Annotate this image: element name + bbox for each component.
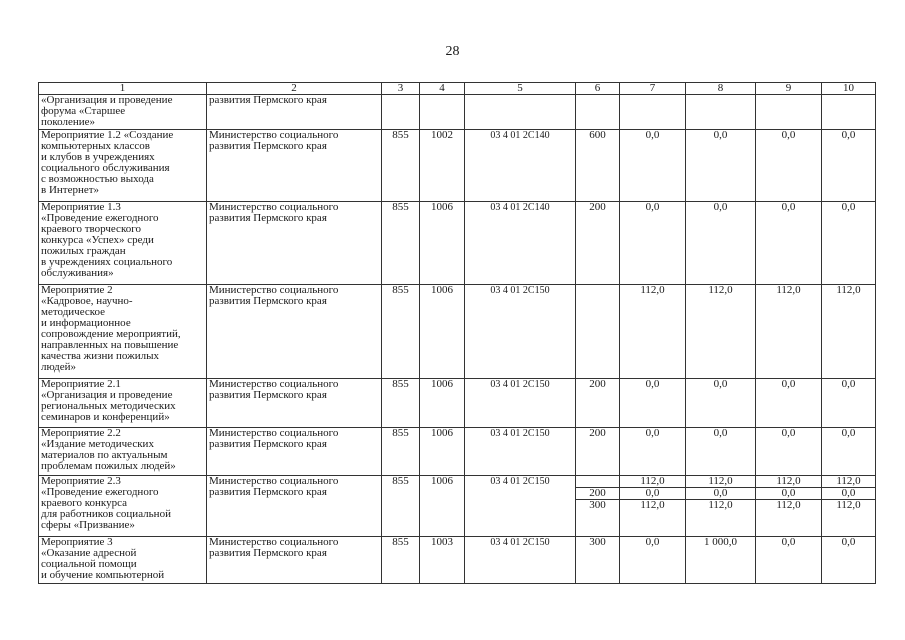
table-row — [39, 130, 876, 202]
sub-value: 112,0 — [822, 476, 875, 488]
amount-cell: 0,0 — [822, 202, 876, 285]
code-grbs-cell: 855 — [382, 202, 420, 285]
code-grbs-cell: 855 — [382, 476, 420, 537]
header-cell: 10 — [822, 83, 876, 95]
responsible-cell: Министерство социального развития Пермского края — [207, 537, 382, 584]
code-section-cell: 1006 — [420, 476, 465, 537]
header-cell: 1 — [39, 83, 207, 95]
amount-cell: 0,0 — [686, 130, 756, 202]
code-target-cell: 03 4 01 2С140 — [465, 202, 576, 285]
code-grbs-cell: 855 — [382, 428, 420, 476]
code-target-cell: 03 4 01 2С150 — [465, 476, 576, 537]
sub-value: 112,0 — [836, 499, 861, 511]
table-row — [39, 476, 876, 537]
header-cell: 6 — [576, 83, 620, 95]
activity-name-cell: Мероприятие 2 «Кадровое, научно- методическое и информационное сопровождение мероприятий, направленных на повышение качества жизни пожилых людей» — [39, 285, 207, 379]
sub-value: 112,0 — [708, 499, 733, 511]
amount-cell: 112,0 — [756, 285, 822, 379]
code-section-cell — [420, 95, 465, 130]
amount-cell — [822, 476, 876, 537]
responsible-cell: Министерство социального развития Пермского края — [207, 130, 382, 202]
activity-name-cell: Мероприятие 1.2 «Создание компьютерных классов и клубов в учреждениях социального обслуживания с возможностью выхода в Интернет» — [39, 130, 207, 202]
responsible-cell: Министерство социального развития Пермского края — [207, 428, 382, 476]
code-grbs-cell — [382, 95, 420, 130]
amount-cell: 0,0 — [620, 130, 686, 202]
code-target-cell: 03 4 01 2С150 — [465, 428, 576, 476]
activity-name-cell: Мероприятие 3 «Оказание адресной социальной помощи и обучение компьютерной — [39, 537, 207, 584]
amount-cell — [686, 476, 756, 537]
header-cell: 9 — [756, 83, 822, 95]
table-row — [39, 95, 876, 130]
sub-value: 112,0 — [756, 476, 821, 488]
budget-table — [38, 82, 876, 584]
header-cell: 5 — [465, 83, 576, 95]
code-grbs-cell: 855 — [382, 537, 420, 584]
sub-value: 0,0 — [756, 488, 821, 500]
amount-cell — [620, 95, 686, 130]
activity-name-cell: Мероприятие 1.3 «Проведение ежегодного краевого творческого конкурса «Успех» среди пожилых граждан в учреждениях социального обслуживания» — [39, 202, 207, 285]
header-cell: 4 — [420, 83, 465, 95]
amount-cell: 112,0 — [686, 285, 756, 379]
code-type-cell — [576, 285, 620, 379]
responsible-cell: Министерство социального развития Пермского края — [207, 476, 382, 537]
amount-cell — [756, 476, 822, 537]
header-cell: 3 — [382, 83, 420, 95]
activity-name-cell: Мероприятие 2.1 «Организация и проведение региональных методических семинаров и конференций» — [39, 379, 207, 428]
sub-value: 112,0 — [686, 476, 755, 488]
amount-cell: 0,0 — [756, 428, 822, 476]
code-type-cell — [576, 476, 620, 537]
sub-value: 112,0 — [776, 499, 801, 511]
code-section-cell: 1002 — [420, 130, 465, 202]
activity-name-cell: Мероприятие 2.3 «Проведение ежегодного краевого конкурса для работников социальной сферы «Призвание» — [39, 476, 207, 537]
amount-cell: 0,0 — [822, 428, 876, 476]
sub-value: 0,0 — [620, 488, 685, 500]
amount-cell: 0,0 — [686, 428, 756, 476]
sub-value: 200 — [576, 488, 619, 500]
code-type-cell: 300 — [576, 537, 620, 584]
sub-value: 300 — [589, 499, 606, 511]
sub-value: 0,0 — [822, 488, 875, 500]
code-section-cell: 1006 — [420, 428, 465, 476]
amount-cell: 0,0 — [620, 202, 686, 285]
code-section-cell: 1006 — [420, 285, 465, 379]
table-row — [39, 428, 876, 476]
code-target-cell: 03 4 01 2С150 — [465, 285, 576, 379]
sub-value: 0,0 — [686, 488, 755, 500]
code-target-cell: 03 4 01 2С150 — [465, 379, 576, 428]
amount-cell — [620, 476, 686, 537]
table-row — [39, 379, 876, 428]
responsible-cell: Министерство социального развития Пермского края — [207, 202, 382, 285]
code-section-cell: 1006 — [420, 379, 465, 428]
code-type-cell: 200 — [576, 428, 620, 476]
amount-cell: 0,0 — [620, 537, 686, 584]
amount-cell: 0,0 — [620, 379, 686, 428]
sub-value: 112,0 — [620, 476, 685, 488]
code-type-cell — [576, 95, 620, 130]
code-target-cell: 03 4 01 2С150 — [465, 537, 576, 584]
header-cell: 7 — [620, 83, 686, 95]
responsible-cell: Министерство социального развития Пермского края — [207, 379, 382, 428]
amount-cell: 0,0 — [822, 130, 876, 202]
code-target-cell: 03 4 01 2С140 — [465, 130, 576, 202]
amount-cell: 112,0 — [620, 285, 686, 379]
amount-cell — [686, 95, 756, 130]
amount-cell: 0,0 — [620, 428, 686, 476]
amount-cell: 112,0 — [822, 285, 876, 379]
page-number: 28 — [445, 44, 460, 59]
code-grbs-cell: 855 — [382, 379, 420, 428]
responsible-cell: Министерство социального развития Пермского края — [207, 285, 382, 379]
amount-cell: 0,0 — [756, 537, 822, 584]
code-grbs-cell: 855 — [382, 130, 420, 202]
amount-cell: 0,0 — [822, 537, 876, 584]
table-row — [39, 537, 876, 584]
amount-cell: 0,0 — [756, 379, 822, 428]
header-row — [39, 83, 876, 95]
code-section-cell: 1003 — [420, 537, 465, 584]
code-type-cell: 200 — [576, 202, 620, 285]
table-row — [39, 202, 876, 285]
code-type-cell: 200 — [576, 379, 620, 428]
amount-cell — [756, 95, 822, 130]
activity-name-cell: Мероприятие 2.2 «Издание методических материалов по актуальным проблемам пожилых людей» — [39, 428, 207, 476]
header-cell: 2 — [207, 83, 382, 95]
code-section-cell: 1006 — [420, 202, 465, 285]
code-type-cell: 600 — [576, 130, 620, 202]
header-cell: 8 — [686, 83, 756, 95]
amount-cell: 0,0 — [756, 202, 822, 285]
code-grbs-cell: 855 — [382, 285, 420, 379]
sub-value: 112,0 — [640, 499, 665, 511]
amount-cell: 0,0 — [686, 202, 756, 285]
amount-cell: 0,0 — [686, 379, 756, 428]
responsible-cell: развития Пермского края — [207, 95, 382, 130]
table-row — [39, 285, 876, 379]
amount-cell: 0,0 — [756, 130, 822, 202]
amount-cell: 1 000,0 — [686, 537, 756, 584]
code-target-cell — [465, 95, 576, 130]
amount-cell — [822, 95, 876, 130]
amount-cell: 0,0 — [822, 379, 876, 428]
activity-name-cell: «Организация и проведение форума «Старшее поколение» — [39, 95, 207, 130]
